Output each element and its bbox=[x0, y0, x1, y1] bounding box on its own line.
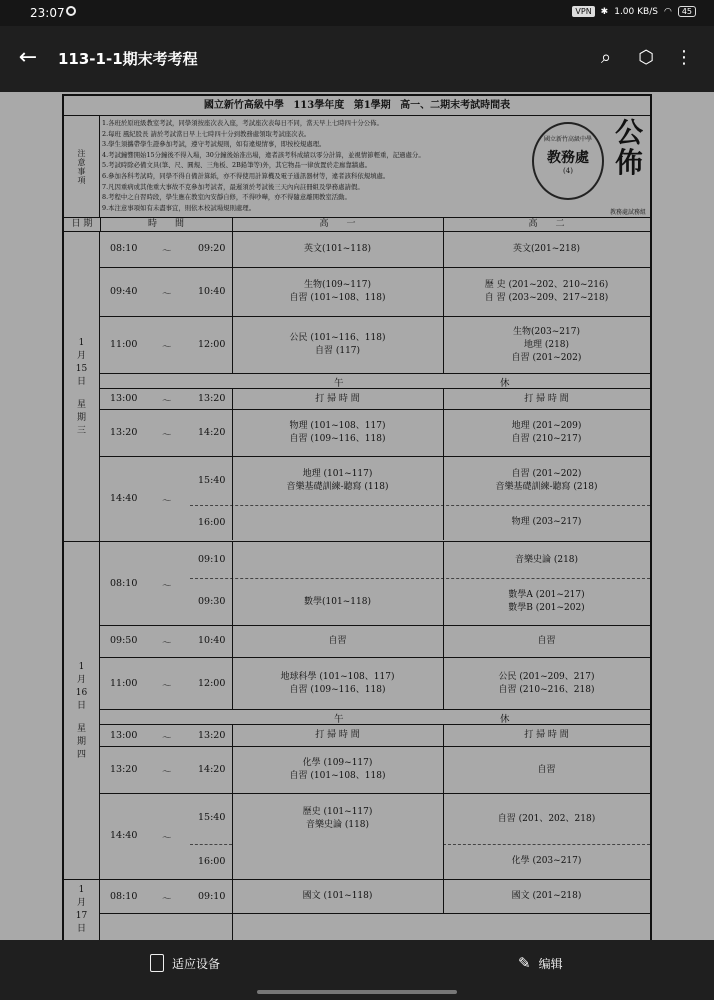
day-label-3: 1 月 17 日 bbox=[64, 880, 100, 940]
day-block-1 bbox=[64, 232, 650, 542]
announce-mark: 公佈 bbox=[614, 116, 643, 179]
day-block-2 bbox=[64, 542, 650, 880]
edit-button[interactable]: ✎ 编辑 bbox=[518, 954, 563, 972]
schedule-row: 13:00 〜 13:20 打 掃 時 間 打 掃 時 間 bbox=[100, 389, 650, 410]
schedule-row: 09:40 〜 10:40 生物(109~117) 自習 (101~108、118) 歷 史 (201~202、210~216) 自 習 (203~209、217~218) bbox=[100, 268, 650, 317]
schedule-row: 08:10 〜 09:10 09:30 數學(101~118) 音樂史論 (218) 數學A (201~217) 數學B (201~202) bbox=[100, 542, 650, 626]
note-item: 8.考程中之自習時段，學生應在教室內安靜自修，不得吵嘩，亦不得隨意離開教室活動。 bbox=[102, 193, 351, 202]
exam-schedule-sheet bbox=[62, 94, 652, 940]
convert-icon[interactable]: ⬡ bbox=[638, 47, 654, 68]
sheet-title: 國立新竹高級中學 113學年度 第1學期 高一、二期末考試時間表 bbox=[64, 96, 650, 116]
schedule-row: 09:50 〜 10:40 自習 自習 bbox=[100, 626, 650, 658]
document-title: 113-1-1期末考考程 bbox=[58, 50, 198, 68]
battery-icon: 45 bbox=[678, 6, 696, 17]
fit-device-button[interactable]: 适应设备 bbox=[150, 954, 220, 972]
day-block-3 bbox=[64, 880, 650, 940]
column-header-row bbox=[64, 218, 650, 232]
back-arrow-icon[interactable]: ← bbox=[18, 45, 38, 70]
bottom-toolbar bbox=[0, 940, 714, 1000]
notification-icon bbox=[66, 6, 76, 16]
schedule-row: 11:00 〜 12:00 公民 (101~116、118) 自習 (117) 生物(203~217) 地理 (218) 自習 (201~202) bbox=[100, 317, 650, 374]
col-date: 日 期 bbox=[71, 219, 93, 229]
col-time: 時 間 bbox=[147, 219, 184, 229]
day-label-2: 1 月 16 日 星 期 四 bbox=[64, 542, 100, 880]
status-bar bbox=[0, 0, 714, 26]
app-bar bbox=[0, 26, 714, 92]
wifi-icon: ◠ bbox=[663, 6, 672, 17]
note-item: 6.參加各科考試時，同學不得自備計算紙，亦不得使用計算機及電子通訊器材等，違者該科依規填處。 bbox=[102, 171, 390, 180]
note-item: 9.本注意事項如有未盡事宜，則依本校試場規則處理。 bbox=[102, 203, 256, 212]
note-item: 4.考試鐘響開始15分鐘後不得入場，30分鐘後始准出場，違者該考科成績以零分計算，並視情節輕重，記過處分。 bbox=[102, 150, 425, 159]
note-item: 7.凡因重病或其他重大事故不克參加考試者，最遲須於考試後三天內向註冊組及學務處請假。 bbox=[102, 182, 364, 191]
schedule-row: 13:20 〜 14:20 物理 (101~108、117) 自習 (109~116、118) 地理 (201~209) 自習 (210~217) bbox=[100, 410, 650, 457]
gesture-handle[interactable] bbox=[257, 990, 457, 994]
search-icon[interactable]: ⌕ bbox=[600, 47, 612, 68]
schedule-row: 11:00 〜 12:00 地球科學 (101~108、117) 自習 (109~116、118) 公民 (201~209、217) 自習 (210~216、218) bbox=[100, 658, 650, 710]
lunch-row: 午 休 bbox=[100, 374, 650, 389]
network-speed: 1.00 KB/S bbox=[614, 6, 658, 17]
issuer-label: 教務處試務組 bbox=[609, 209, 646, 216]
schedule-row: 08:10 〜 09:10 國文 (101~118) 國文 (201~218) bbox=[100, 880, 650, 914]
office-seal: 國立新竹高級中學 教務處 (4) bbox=[532, 122, 604, 200]
col-grade1: 高 一 bbox=[319, 219, 356, 229]
edit-icon: ✎ bbox=[518, 954, 531, 972]
lunch-row: 午 休 bbox=[100, 710, 650, 725]
bluetooth-icon: ✱ bbox=[600, 6, 609, 17]
vpn-icon: VPN bbox=[572, 6, 594, 17]
status-icons bbox=[572, 6, 696, 17]
notes-section bbox=[64, 116, 650, 218]
day-label-1: 1 月 15 日 星 期 三 bbox=[64, 232, 100, 542]
schedule-row: 14:40 〜 15:40 16:00 地理 (101~117) 音樂基礎訓練-聽寫 (118) 自習 (201~202) 音樂基礎訓練-聽寫 (218) 物理 (203~217) bbox=[100, 457, 650, 540]
phone-icon bbox=[150, 954, 164, 972]
note-item: 3.學生須攜帶學生證參加考試，遵守考試規則，如有違規情事，即按校規處理。 bbox=[102, 140, 326, 149]
schedule-row: 13:00 〜 13:20 打 掃 時 間 打 掃 時 間 bbox=[100, 725, 650, 747]
note-item: 2.每班 風紀股長 請於考試當日早上七時四十分到教務處領取考試座次表。 bbox=[102, 129, 311, 138]
schedule-row: 14:40 〜 15:40 16:00 歷史 (101~117) 音樂史論 (118) 自習 (201、202、218) 化學 (203~217) bbox=[100, 794, 650, 879]
document-viewer[interactable] bbox=[0, 92, 714, 940]
schedule-row: 08:10 〜 09:20 英文(101~118) 英文(201~218) bbox=[100, 232, 650, 268]
schedule-row: 13:20 〜 14:20 化學 (109~117) 自習 (101~108、118) 自習 bbox=[100, 747, 650, 794]
notes-label: 注意事項 bbox=[64, 116, 100, 217]
status-time: 23:07 bbox=[30, 6, 65, 20]
note-item: 1.各班於原班級教室考試，同學須按座次表入座，考試座次表每日不同，當天早上七時四十分公佈。 bbox=[102, 119, 383, 127]
note-item: 5.考試時除必備文具(筆、尺、圓規、三角板、2B鉛筆等)外，其它物品一律放置於走廊靠牆處。 bbox=[102, 161, 372, 170]
col-grade2: 高 二 bbox=[528, 219, 565, 229]
more-menu-icon[interactable]: ⋮ bbox=[675, 47, 693, 68]
notes-list bbox=[102, 118, 542, 213]
